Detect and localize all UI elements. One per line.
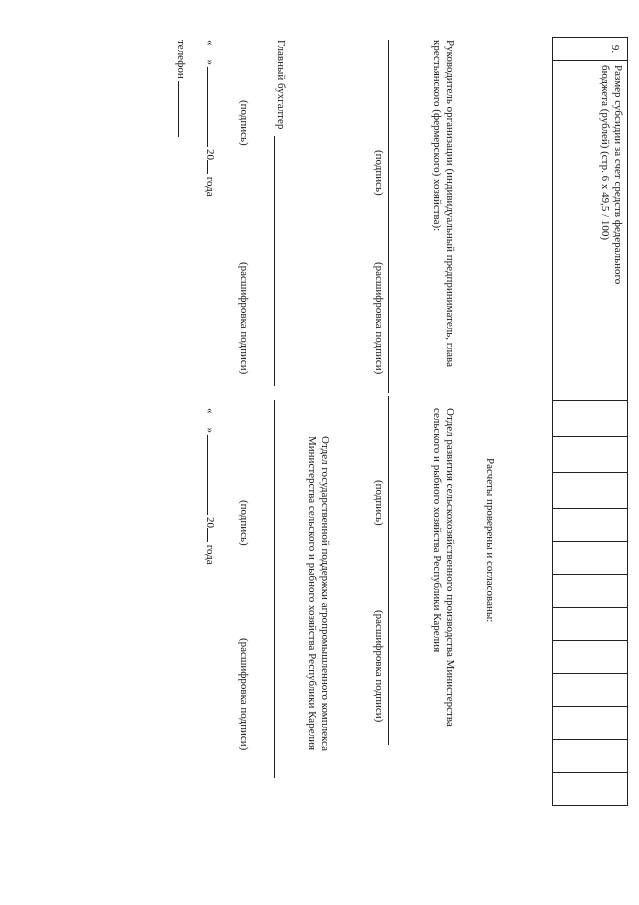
subsidy-table bbox=[552, 37, 628, 806]
table-cell bbox=[553, 707, 628, 740]
row-description-line2: бюджета (рублей) (стр. 6 х 49,5 / 100) bbox=[599, 65, 611, 241]
left-date bbox=[203, 40, 216, 197]
accountant-signature-caption: (подпись) bbox=[238, 100, 250, 146]
head-label-line2: крестьянского (фермерского) хозяйства): bbox=[431, 40, 443, 232]
dept1-decoding-caption: (расшифровка подписи) bbox=[373, 610, 385, 723]
date-month-blank bbox=[207, 435, 208, 515]
table-cell bbox=[553, 401, 628, 437]
table-cell bbox=[553, 641, 628, 674]
dept1-signature-caption: (подпись) bbox=[373, 480, 385, 526]
table-cell bbox=[553, 740, 628, 773]
table-cell bbox=[553, 542, 628, 575]
table-cell bbox=[553, 773, 628, 806]
date-month-blank bbox=[207, 67, 208, 147]
date-year-suffix: года bbox=[204, 176, 216, 197]
dept2-signature-line bbox=[274, 400, 275, 778]
dept1-line2: сельского и рыбного хозяйства Республики Карелия bbox=[431, 408, 443, 653]
head-signature-line bbox=[388, 40, 389, 393]
phone-blank bbox=[178, 81, 179, 137]
head-label-line1: Руководитель организации (индивидуальный предприниматель, глава bbox=[444, 40, 456, 367]
table-cell bbox=[553, 674, 628, 707]
dept1-signature-line bbox=[388, 396, 389, 745]
row-number: 9. bbox=[553, 38, 628, 61]
date-quote-open: « bbox=[204, 408, 216, 414]
right-date bbox=[203, 408, 216, 565]
date-quote-close: » bbox=[204, 59, 216, 65]
accountant-label: Главный бухгалтер bbox=[275, 40, 287, 130]
date-quote-open: « bbox=[204, 40, 216, 46]
table-cell bbox=[553, 509, 628, 542]
dept2-line1: Отдел государственной поддержки агропромышленного комплекса bbox=[319, 436, 331, 751]
phone-row bbox=[174, 40, 187, 137]
table-cell bbox=[553, 473, 628, 509]
head-signature-caption: (подпись) bbox=[373, 150, 385, 196]
phone-label: телефон bbox=[175, 40, 187, 79]
date-year-blank bbox=[207, 528, 208, 542]
row-description bbox=[553, 61, 628, 401]
date-year-prefix: 20 bbox=[204, 149, 216, 160]
date-year-suffix: года bbox=[204, 544, 216, 565]
dept1-line1: Отдел развития сельскохозяйственного производства Министерства bbox=[444, 408, 456, 727]
table-cell bbox=[553, 437, 628, 473]
table-cell bbox=[553, 575, 628, 608]
date-year-blank bbox=[207, 160, 208, 174]
accountant-decoding-caption: (расшифровка подписи) bbox=[238, 262, 250, 375]
approval-heading: Расчеты проверены и согласованы: bbox=[484, 458, 496, 623]
dept2-decoding-caption: (расшифровка подписи) bbox=[238, 638, 250, 751]
dept2-signature-caption: (подпись) bbox=[238, 500, 250, 546]
dept2-line2: Министерства сельского и рыбного хозяйства Республики Карелия bbox=[306, 436, 318, 751]
head-decoding-caption: (расшифровка подписи) bbox=[373, 262, 385, 375]
date-quote-close: » bbox=[204, 427, 216, 433]
row-description-line1: Размер субсидии за счет средств федерального bbox=[612, 65, 624, 285]
date-year-prefix: 20 bbox=[204, 517, 216, 528]
table-row bbox=[553, 38, 628, 806]
accountant-line bbox=[274, 136, 275, 386]
table-cell bbox=[553, 608, 628, 641]
